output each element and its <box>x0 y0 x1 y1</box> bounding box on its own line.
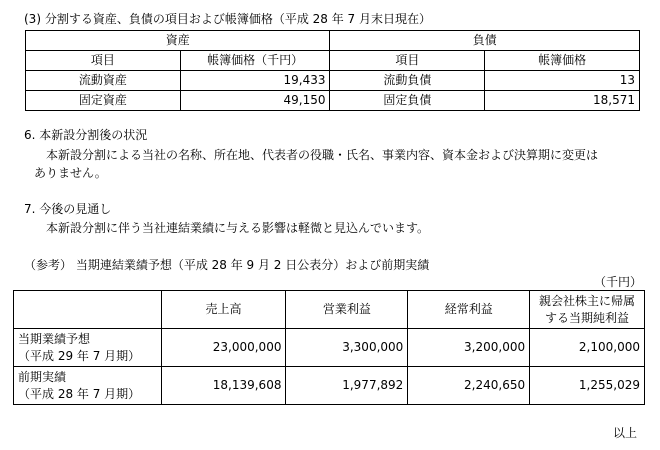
section6-body-line1: 本新設分割による当社の名称、所在地、代表者の役職・氏名、事業内容、資本金および決算期に変更は <box>46 148 599 162</box>
ordinary-income-value: 3,200,000 <box>408 329 530 367</box>
table-row <box>26 91 640 111</box>
assets-header: 資産 <box>26 31 330 51</box>
section7-heading: 7. 今後の見通し <box>24 202 112 216</box>
earnings-table <box>13 290 645 405</box>
ordinary-income-header: 経常利益 <box>408 291 530 329</box>
ordinary-income-value: 2,240,650 <box>408 367 530 405</box>
net-income-value: 2,100,000 <box>530 329 645 367</box>
liability-value: 13 <box>485 71 640 91</box>
row-label <box>14 367 162 405</box>
net-income-header <box>530 291 645 329</box>
asset-item: 流動資産 <box>26 71 181 91</box>
row-label-line2: （平成 29 年 7 月期） <box>18 348 141 363</box>
table-row <box>14 367 645 405</box>
liability-value-header: 帳簿価格 <box>485 51 640 71</box>
operating-income-value: 1,977,892 <box>286 367 408 405</box>
row-label-line1: 前期実績 <box>18 369 67 384</box>
table-subheader-row <box>26 51 640 71</box>
section3-title: (3) 分割する資産、負債の項目および帳簿価格（平成 28 年 7 月末日現在） <box>24 12 431 26</box>
table-row <box>26 71 640 91</box>
sales-value: 23,000,000 <box>161 329 286 367</box>
sales-value: 18,139,608 <box>161 367 286 405</box>
row-label <box>14 329 162 367</box>
liabilities-header: 負債 <box>330 31 640 51</box>
section6-heading: 6. 本新設分割後の状況 <box>24 128 148 142</box>
table-header-row <box>26 31 640 51</box>
operating-income-header: 営業利益 <box>286 291 408 329</box>
liability-item: 流動負債 <box>330 71 485 91</box>
liability-item-header: 項目 <box>330 51 485 71</box>
row-label-line2: （平成 28 年 7 月期） <box>18 386 141 401</box>
table-row <box>14 329 645 367</box>
asset-value: 49,150 <box>180 91 330 111</box>
asset-item: 固定資産 <box>26 91 181 111</box>
row-label-line1: 当期業績予想 <box>18 331 91 346</box>
section7-body: 本新設分割に伴う当社連結業績に与える影響は軽微と見込んでいます。 <box>46 221 430 235</box>
net-income-header-line1: 親会社株主に帰属 <box>539 293 636 308</box>
table-header-row <box>14 291 645 329</box>
liability-item: 固定負債 <box>330 91 485 111</box>
closing-mark: 以上 <box>613 426 638 440</box>
sales-header: 売上高 <box>161 291 286 329</box>
unit-label: （千円） <box>594 275 643 289</box>
assets-liabilities-table <box>25 30 640 111</box>
net-income-value: 1,255,029 <box>530 367 645 405</box>
operating-income-value: 3,300,000 <box>286 329 408 367</box>
section6-body-line2: ありません。 <box>34 166 107 180</box>
asset-item-header: 項目 <box>26 51 181 71</box>
empty-header-cell <box>14 291 162 329</box>
liability-value: 18,571 <box>485 91 640 111</box>
reference-title: （参考） 当期連結業績予想（平成 28 年 9 月 2 日公表分）および前期実績 <box>24 258 430 272</box>
asset-value-header: 帳簿価格（千円） <box>180 51 330 71</box>
asset-value: 19,433 <box>180 71 330 91</box>
net-income-header-line2: する当期純利益 <box>545 310 630 325</box>
